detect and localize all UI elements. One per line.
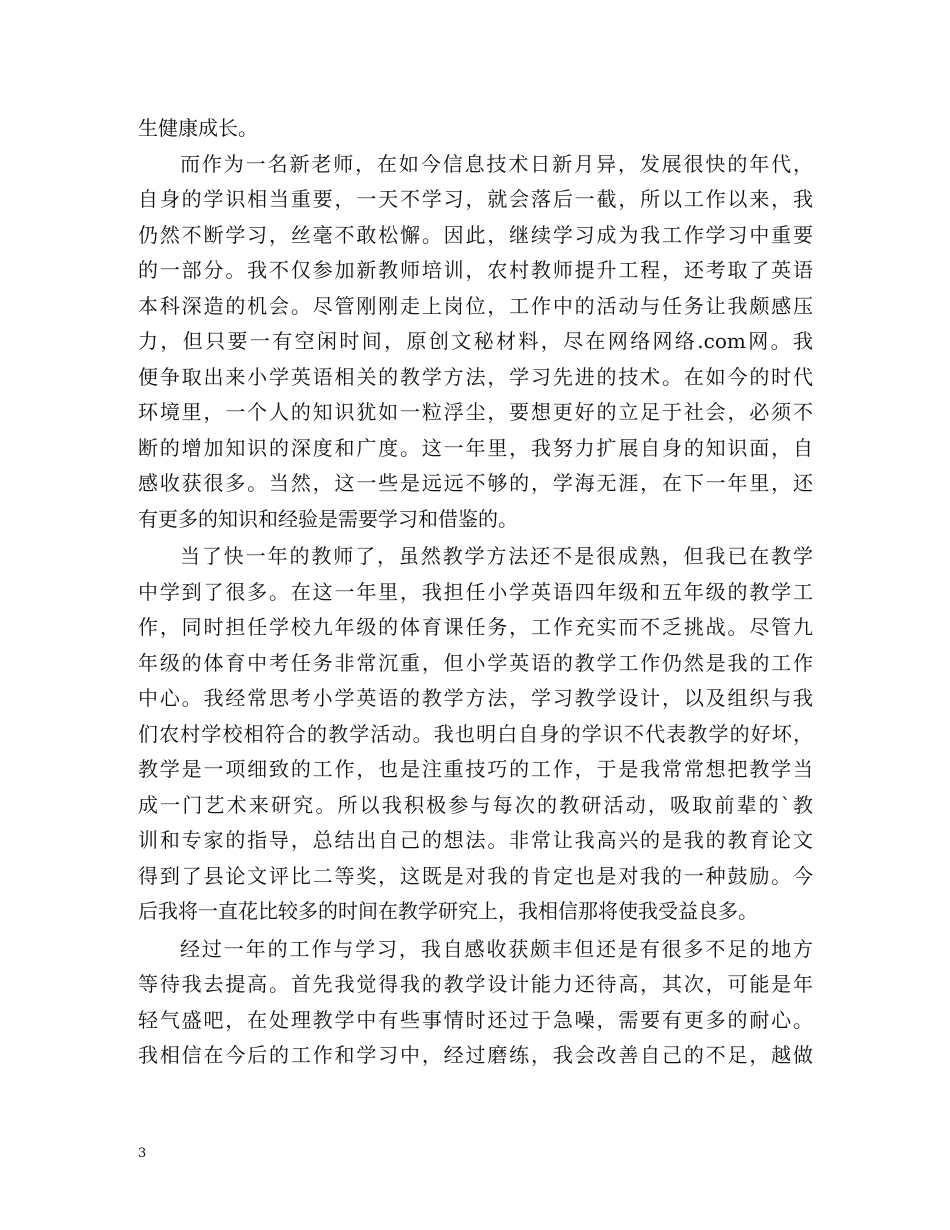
text-line: 经过一年的工作与学习，我自感收获颇丰但还是有很多不足的地方	[180, 936, 813, 961]
text-line: 轻气盛吧，在处理教学中有些事情时还过于急噪，需要有更多的耐心。	[138, 1007, 813, 1032]
page-number: 3	[138, 1146, 147, 1161]
paragraph-study	[138, 147, 813, 538]
text-line: 力，但只要一有空闲时间，原创文秘材料，尽在网络网络.com网。我	[138, 329, 813, 353]
paragraph-teaching	[138, 539, 813, 930]
text-line: 的一部分。我不仅参加新教师培训，农村教师提升工程，还考取了英语	[138, 258, 813, 282]
text-line: 有更多的知识和经验是需要学习和借鉴的。	[138, 506, 518, 531]
text-line: 断的增加知识的深度和广度。这一年里，我努力扩展自身的知识面，自	[138, 435, 813, 460]
text-line: 当了快一年的教师了，虽然教学方法还不是很成熟，但我已在教学	[180, 544, 813, 568]
text-line: 而作为一名新老师，在如今信息技术日新月异，发展很快的年代，	[180, 151, 813, 176]
text-line: 环境里，一个人的知识犹如一粒浮尘，要想更好的立足于社会，必须不	[138, 400, 813, 424]
text-line: 等待我去提高。首先我觉得我的教学设计能力还待高，其次，可能是年	[138, 972, 813, 996]
text-line: 感收获很多。当然，这一些是远远不够的，学海无涯，在下一年里，还	[138, 471, 813, 495]
text-line: 得到了县论文评比二等奖，这既是对我的肯定也是对我的一种鼓励。今	[138, 863, 813, 888]
text-line: 中学到了很多。在这一年里，我担任小学英语四年级和五年级的教学工	[138, 579, 813, 604]
paragraph-continuation	[138, 111, 813, 147]
text-line: 我相信在今后的工作和学习中，经过磨练，我会改善自己的不足，越做	[138, 1043, 813, 1067]
text-line: 训和专家的指导，总结出自己的想法。非常让我高兴的是我的教育论文	[138, 828, 813, 852]
text-line: 本科深造的机会。尽管刚刚走上岗位，工作中的活动与任务让我颇感压	[138, 293, 813, 318]
text-line: 后我将一直花比较多的时间在教学研究上，我相信那将使我受益良多。	[138, 899, 758, 923]
text-line: 仍然不断学习，丝毫不敢松懈。因此，继续学习成为我工作学习中重要	[138, 222, 813, 247]
text-line: 教学是一项细致的工作，也是注重技巧的工作，于是我常常想把教学当	[138, 757, 813, 781]
text-line: 便争取出来小学英语相关的教学方法，学习先进的技术。在如今的时代	[138, 364, 813, 389]
text-line: 年级的体育中考任务非常沉重，但小学英语的教学工作仍然是我的工作	[138, 650, 813, 675]
document-body	[138, 111, 813, 1074]
text-line: 自身的学识相当重要，一天不学习，就会落后一截，所以工作以来，我	[138, 187, 813, 211]
paragraph-reflection	[138, 932, 813, 1074]
text-line: 们农村学校相符合的教学活动。我也明白自身的学识不代表教学的好坏，	[138, 721, 813, 746]
text-line: 作，同时担任学校九年级的体育课任务，工作充实而不乏挑战。尽管九	[138, 615, 813, 639]
text-line: 生健康成长。	[138, 116, 258, 140]
text-line: 中心。我经常思考小学英语的教学方法，学习教学设计，以及组织与我	[138, 686, 813, 710]
text-line: 成一门艺术来研究。所以我积极参与每次的教研活动，吸取前辈的`教	[138, 792, 813, 817]
